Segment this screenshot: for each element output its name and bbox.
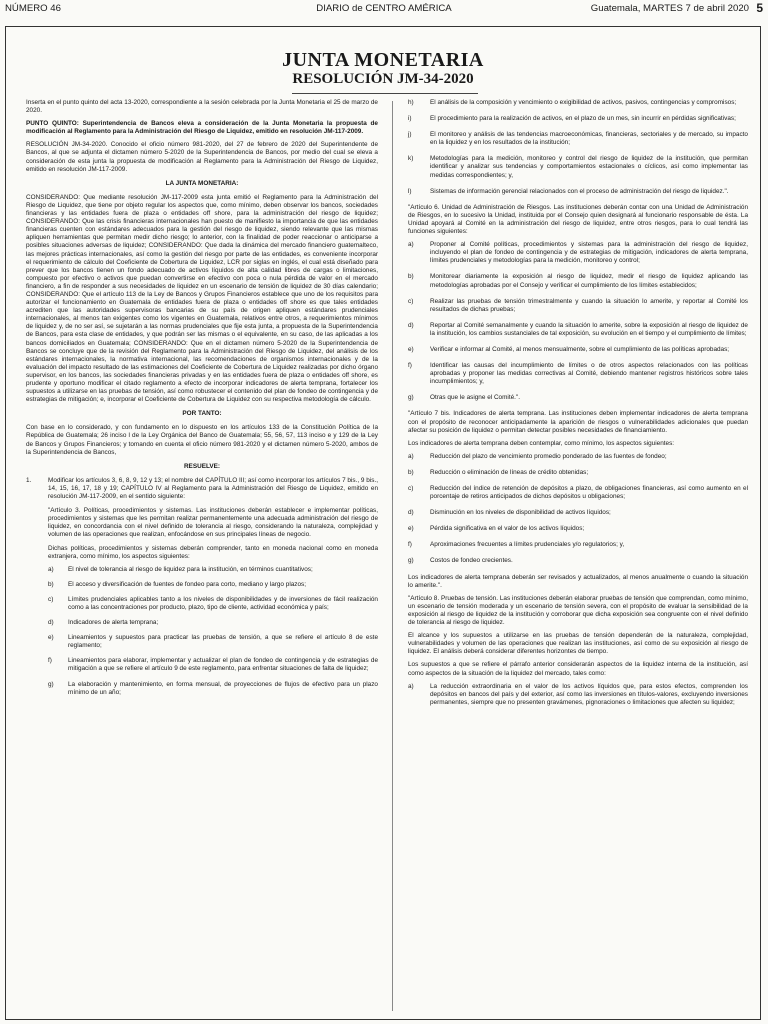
article-7-bis: "Artículo 7 bis. Indicadores de alerta temprana. Las instituciones deben implementar indicadores de alerta temprana con el propósito de reconocer anticipadamente la aparición de riesgos o vulnerabilidades adicionales que puedan afectar su posición de liquidez o permitan detectar posibles necesidades de financiamiento.: [408, 410, 748, 434]
article-7-bis-scope: Los indicadores de alerta temprana deben contemplar, como mínimo, los aspectos siguientes:: [408, 439, 675, 447]
list-item-marker: c): [408, 485, 414, 492]
issue-date: Guatemala, MARTES 7 de abril 2020: [590, 3, 749, 14]
list-item-text: Aproximaciones frecuentes a límites prudenciales y/o regulatorios; y,: [430, 541, 625, 549]
list-item: [408, 298, 748, 314]
list-item: [408, 99, 748, 107]
list-item-marker: a): [408, 452, 414, 460]
resolution-paragraph: RESOLUCIÓN JM-34-2020. Conocido el oficio número 981-2020, del 27 de febrero de 2020 del Superintendente de Bancos, al que se adjunta el dictamen número 5-2020 de la Superintendencia de Bancos, por medio del cual se eleva a consideración de esta junta la propuesta de modificación al Reglamento para la Administración del Riesgo de Liquidez, emitido en resolución JM-117-2009.: [26, 141, 378, 173]
article-3: "Artículo 3. Políticas, procedimientos y sistemas. Las instituciones deberán establecer e implementar políticas, procedimientos y sistemas que les permitan realizar permanentemente una adecuada administración del riesgo de liquidez, en concordancia con el nivel definido de tolerancia al riesgo, considerando la naturaleza, complejidad y volumen de las operaciones que realizan, enfocándose en sus principales líneas de negocio.: [48, 507, 378, 539]
list-item-marker: d): [408, 509, 414, 517]
list-item-marker: d): [48, 619, 54, 627]
list-item-marker: a): [48, 565, 54, 573]
list-item-text: El procedimiento para la realización de activos, en el plazo de un mes, sin incurrir en pérdidas significativas;: [430, 115, 736, 123]
right-column: [408, 99, 748, 715]
list-item-text: Lineamientos para elaborar, implementar y actualizar el plan de fondeo de contingencia y de estrategias de mitigación a que se refiere el artículo 9 de este reglamento, para enfrentar situaciones de falta de liquidez;: [68, 657, 378, 673]
list-item-text: Otras que le asigne el Comité.".: [430, 394, 521, 402]
article-6: "Artículo 6. Unidad de Administración de Riesgos. Las instituciones deberán contar con una Unidad de Administración de Riesgos, en lo sucesivo la Unidad, instituida por el Consejo quien designará al funcionario responsable de ésta. La Unidad apoyará al Comité en la administración del riesgo de liquidez, entre otros riesgos, para lo cual tendrá las funciones siguientes:: [408, 203, 748, 236]
list-item: [408, 469, 748, 477]
list-item: [408, 557, 748, 565]
title-rule: [292, 93, 478, 94]
list-item-marker: l): [408, 187, 412, 195]
list-item-marker: e): [48, 634, 54, 642]
list-item: [48, 581, 378, 589]
issue-number: NÚMERO 46: [5, 3, 61, 14]
list-item-text: Lineamientos y supuestos para practicar las pruebas de tensión, a que se refiere el artículo 8 de este reglamento;: [68, 634, 378, 650]
considerando-paragraph: CONSIDERANDO: Que mediante resolución JM-117-2009 esta junta emitió el Reglamento para la Administración del Riesgo de Liquidez, que tiene por objeto regular los aspectos que, como mínimo, deben observar los bancos, sociedades financieras y las entidades fuera de plaza o entidades off shore, para la administración del riesgo de liquidez; CONSIDERANDO: Que las crisis financieras internacionales han puesto de manifiesto la importancia de que las entidades financieras cuenten con estándares adecuados para la gestión del riesgo de liquidez, siendo relevante que las mismas apliquen herramientas que permitan medir dicho riesgo; lo anterior, con la finalidad de poder reaccionar o anticiparse a posibles situaciones adversas de liquidez; CONSIDERANDO: Que dada la dinámica del mercado financiero guatemalteco, las mejores prácticas internacionales, así como la gestión del riesgo por parte de las entidades, es conveniente incorporar el requerimiento de cálculo del Coeficiente de Cobertura de Liquidez, LCR por siglas en inglés, el cual está diseñado para prever que los bancos tienen un fondo adecuado de activos líquidos de alta calidad libres de cargas o limitaciones, compuesto por efectivo o activos que puedan convertirse en efectivo con poca o nula pérdida de valor en el mercado financiero, a fin de responder a sus necesidades de liquidez en un escenario de tensión de liquidez de 30 días calendario; CONSIDERANDO: Que el artículo 113 de la Ley de Bancos y Grupos Financieros establece que uno de los requisitos para autorizar el funcionamiento en Guatemala de entidades fuera de plaza o entidades off shore es que tales entidades acrediten que las autoridades supervisoras bancarias de su país de origen apliquen estándares prudenciales internacionales, al menos tan exigentes como los vigentes en Guatemala, relativos entre otros, a requerimientos mínimos de liquidez y, de no ser así, se sujetarán a las normas prudenciales que fije esta junta, a propuesta de la Superintendencia de Bancos, para esta clase de entidades, y que podrán ser las mismas o el equivalente, en su caso, de las aplicadas a los bancos domiciliados en Guatemala; CONSIDERANDO: Que en el dictamen número 5-2020 de la Superintendencia de Bancos se concluye que de la revisión del Reglamento para la Administración del Riesgo de Liquidez, del análisis de los estándares internacionales, la normativa internacional, las recomendaciones de organismos internacionales y de la evaluación del impacto resultado de las estimaciones del Coeficiente de Cobertura de Liquidez realizadas por dicho órgano supervisor, en los bancos, las sociedades financieras privadas y en las entidades fuera de plaza o entidades off shore, es prudente y oportuno modificar el citado reglamento a efecto de incorporar indicadores de alerta temprana, fortalecer los supuestos a utilizarse en las pruebas de tensión, así como robustecer el contenido del plan de fondeo de contingencia y de estrategias de mitigación; e, incorporar el Coeficiente de Cobertura de Liquidez con su respectiva metodología de cálculo.: [26, 193, 378, 404]
list-item-text: Reducción o eliminación de líneas de crédito obtenidas;: [430, 468, 589, 476]
list-item-marker: c): [408, 297, 414, 305]
list-item-marker: f): [408, 362, 412, 370]
list-item-text: Monitorear diariamente la exposición al riesgo de liquidez, medir el riesgo de liquidez aplicando las metodologías aprobadas por el Consejo y verificar el cumplimiento de los límites establecidos;: [430, 273, 748, 289]
list-item-text: La elaboración y mantenimiento, en forma mensual, de proyecciones de flujos de efectivo para un plazo mínimo de un año;: [68, 680, 378, 696]
article-8: "Artículo 8. Pruebas de tensión. Las instituciones deberán elaborar pruebas de tensión que comprendan, como mínimo, un escenario de tensión moderada y un escenario de tensión severa, con el propósito de evaluar la sensibilidad de la exposición al riesgo de liquidez de la institución y corroborar que dicha exposición sea congruente con el nivel definido de tolerancia al riesgo de liquidez.: [408, 594, 748, 627]
list-item-text: El monitoreo y análisis de las tendencias macroeconómicas, financieras, sectoriales y de mercado, su impacto en la liquidez y en los resultados de la institución;: [430, 131, 748, 147]
list-item-text: El análisis de la composición y vencimiento o exigibilidad de activos, pasivos, contingencias y compromisos;: [430, 99, 737, 106]
list-item: [408, 541, 748, 549]
list-item: [48, 681, 378, 697]
list-item-marker: e): [408, 345, 414, 353]
list-item-text: Identificar las causas del incumplimiento de límites o de otros aspectos relacionados con las políticas aprobadas y proponer las medidas correctivas al Comité, debiendo mantener registros históricos sobre tales incumplimientos; y,: [430, 362, 748, 386]
article-3-scope: Dichas políticas, procedimientos y sistemas deberán comprender, tanto en moneda nacional como en moneda extranjera, como mínimo, los aspectos siguientes:: [48, 544, 378, 560]
document-title: JUNTA MONETARIA: [282, 49, 484, 71]
list-item-text: Disminución en los niveles de disponibilidad de activos líquidos;: [430, 509, 611, 517]
list-item: [48, 566, 378, 574]
list-item-text: La reducción extraordinaria en el valor de los activos líquidos que, para estos efectos, comprenden los depósitos en bancos del país y del exterior, así como las inversiones en títulos-valores, excluyendo inversiones permanentes, siempre que no presenten gravámenes, pignoraciones o limitaciones que afecten su liquidez;: [430, 682, 748, 706]
list-item: [48, 596, 378, 612]
list-item: [408, 115, 748, 123]
list-item: [48, 634, 378, 650]
article-8-assumptions: Los supuestos a que se refiere el párrafo anterior considerarán aspectos de la liquidez interna de la institución, así como aspectos de la situación de la liquidez del mercado, tales como:: [408, 661, 748, 677]
list-item: [408, 241, 748, 265]
column-divider: [392, 101, 393, 1011]
list-item: [408, 362, 748, 386]
list-item-text: Proponer al Comité políticas, procedimientos y sistemas para la administración del riesgo de liquidez, incluyendo el plan de fondeo de contingencia y de estrategias de mitigación, indicadores de alerta temprana, límites prudenciales y metodologías para la medición, monitoreo y control;: [430, 241, 748, 265]
resolve-item-1: [26, 477, 378, 501]
list-item-text: Pérdida significativa en el valor de los activos líquidos;: [430, 525, 585, 533]
por-tanto-paragraph: Con base en lo considerado, y con fundamento en lo dispuesto en los artículos 133 de la Constitución Política de la República de Guatemala; 26 inciso l de la Ley Orgánica del Banco de Guatemala; 55, 56, 57, 113 inciso e y 129 de la Ley de Bancos y Grupos Financieros; y tomando en cuenta el oficio número 981-2020 y el dictamen número 5-2020, ambos de la Superintendencia de Bancos,: [26, 424, 378, 456]
list-item: [408, 453, 748, 461]
list-item-text: Metodologías para la medición, monitoreo y control del riesgo de liquidez de la institución, que permitan identificar y analizar sus tendencias y comportamientos estacionales o cíclicos, así como implementar las medidas correspondientes; y,: [430, 155, 748, 179]
list-item-marker: a): [408, 682, 414, 690]
list-item: [408, 188, 748, 196]
list-item-marker: g): [48, 680, 54, 688]
list-item-marker: b): [408, 273, 414, 281]
list-item-marker: d): [408, 321, 414, 329]
list-item: [408, 322, 748, 338]
punto-quinto: PUNTO QUINTO: Superintendencia de Bancos eleva a consideración de la Junta Monetaria la propuesta de modificación al Reglamento para la Administración del Riesgo de Liquidez, emitido en resolución JM-117-2009.: [26, 120, 378, 136]
article-3-list: [26, 566, 378, 697]
list-item-marker: g): [408, 557, 414, 565]
document-subtitle: RESOLUCIÓN JM-34-2020: [292, 71, 474, 87]
list-item-marker: e): [408, 525, 414, 533]
list-item-marker: b): [48, 580, 54, 588]
list-item: [408, 525, 748, 533]
list-item-text: Costos de fondeo crecientes.: [430, 557, 513, 565]
article-8-list: [408, 683, 748, 707]
intro-paragraph: Inserta en el punto quinto del acta 13-2020, correspondiente a la sesión celebrada por la Junta Monetaria el 25 de marzo de 2020.: [26, 99, 378, 115]
article-7-bis-list: [408, 453, 748, 566]
list-item-marker: k): [408, 155, 414, 163]
article-7-bis-review: Los indicadores de alerta temprana deberán ser revisados y actualizados, al menos anualmente o cuando la situación lo amerite.".: [408, 573, 748, 589]
article-8-scope: El alcance y los supuestos a utilizarse en las pruebas de tensión dependerán de la naturaleza, complejidad, vulnerabilidades y volumen de las operaciones que realizan las instituciones, así como de su exposición al riesgo de liquidez. El análisis deberá considerar diferentes horizontes de tiempo.: [408, 632, 748, 656]
article-6-list: [408, 241, 748, 402]
heading-por-tanto: POR TANTO:: [182, 410, 222, 418]
list-item-text: Reducción del plazo de vencimiento promedio ponderado de las fuentes de fondeo;: [430, 452, 667, 460]
list-item: [408, 155, 748, 179]
list-item-text: Indicadores de alerta temprana;: [68, 619, 159, 627]
list-item-marker: f): [408, 541, 412, 549]
list-item-marker: b): [408, 468, 414, 476]
heading-resuelve: RESUELVE:: [183, 462, 221, 470]
list-item-text: El nivel de tolerancia al riesgo de liquidez para la institución, en términos cuantitativos;: [68, 565, 313, 573]
resolve-item-text: Modificar los artículos 3, 6, 8, 9, 12 y 13; el nombre del CAPÍTULO III; así como incorporar los artículos 7 bis., 9 bis., 14, 15, 16, 17, 18 y 19; CAPÍTULO IV al Reglamento para la Administración del Riesgo de Liquidez, emitido en resolución JM-117-2009, en el sentido siguiente:: [48, 476, 378, 501]
list-item-text: Reducción del índice de retención de depósitos a plazo, de obligaciones financieras, así como aumento en el porcentaje de retiros anticipados de dichos depósitos u obligaciones;: [430, 485, 748, 501]
list-item-marker: j): [408, 131, 412, 139]
list-item-marker: i): [408, 115, 412, 123]
list-item: [48, 657, 378, 673]
resolution-frame: [5, 26, 761, 1020]
article-3-list-continued: [408, 99, 748, 196]
resolve-item-number: 1.: [26, 476, 32, 484]
list-item: [408, 346, 748, 354]
heading-junta: LA JUNTA MONETARIA:: [165, 179, 239, 187]
list-item: [408, 394, 748, 402]
list-item-text: El acceso y diversificación de fuentes de fondeo para corto, mediano y largo plazos;: [68, 580, 307, 588]
list-item-text: Realizar las pruebas de tensión trimestralmente y cuando la situación lo amerite, y reportar al Comité los resultados de dichas pruebas;: [430, 297, 748, 313]
list-item-text: Reportar al Comité semanalmente y cuando la situación lo amerite, sobre la exposición al riesgo de liquidez de la institución, los cambios sustanciales de tal exposición, su evolución en el tiempo y el cumplimiento de límites;: [430, 321, 748, 337]
list-item: [48, 619, 378, 627]
list-item: [408, 273, 748, 289]
list-item-marker: h): [408, 99, 414, 106]
page-number: 5: [756, 1, 763, 15]
list-item-marker: c): [48, 595, 54, 603]
page-header: [5, 3, 763, 17]
list-item: [408, 485, 748, 501]
list-item: [408, 131, 748, 147]
list-item-marker: g): [408, 394, 414, 402]
list-item: [408, 683, 748, 707]
list-item-marker: a): [408, 241, 414, 249]
list-item-text: Verificar e informar al Comité, al menos mensualmente, sobre el cumplimiento de las políticas aprobadas;: [430, 345, 730, 353]
list-item-text: Sistemas de información gerencial relacionados con el proceso de administración del riesgo de liquidez.".: [430, 187, 729, 195]
left-column: [26, 99, 378, 704]
list-item-marker: f): [48, 657, 52, 665]
list-item: [408, 509, 748, 517]
list-item-text: Límites prudenciales aplicables tanto a los niveles de disponibilidades y de inversiones de fácil realización como a las concentraciones por producto, plazo, tipo de cliente, actividad económica y país;: [68, 595, 378, 611]
newspaper-name: DIARIO de CENTRO AMÉRICA: [316, 3, 452, 14]
